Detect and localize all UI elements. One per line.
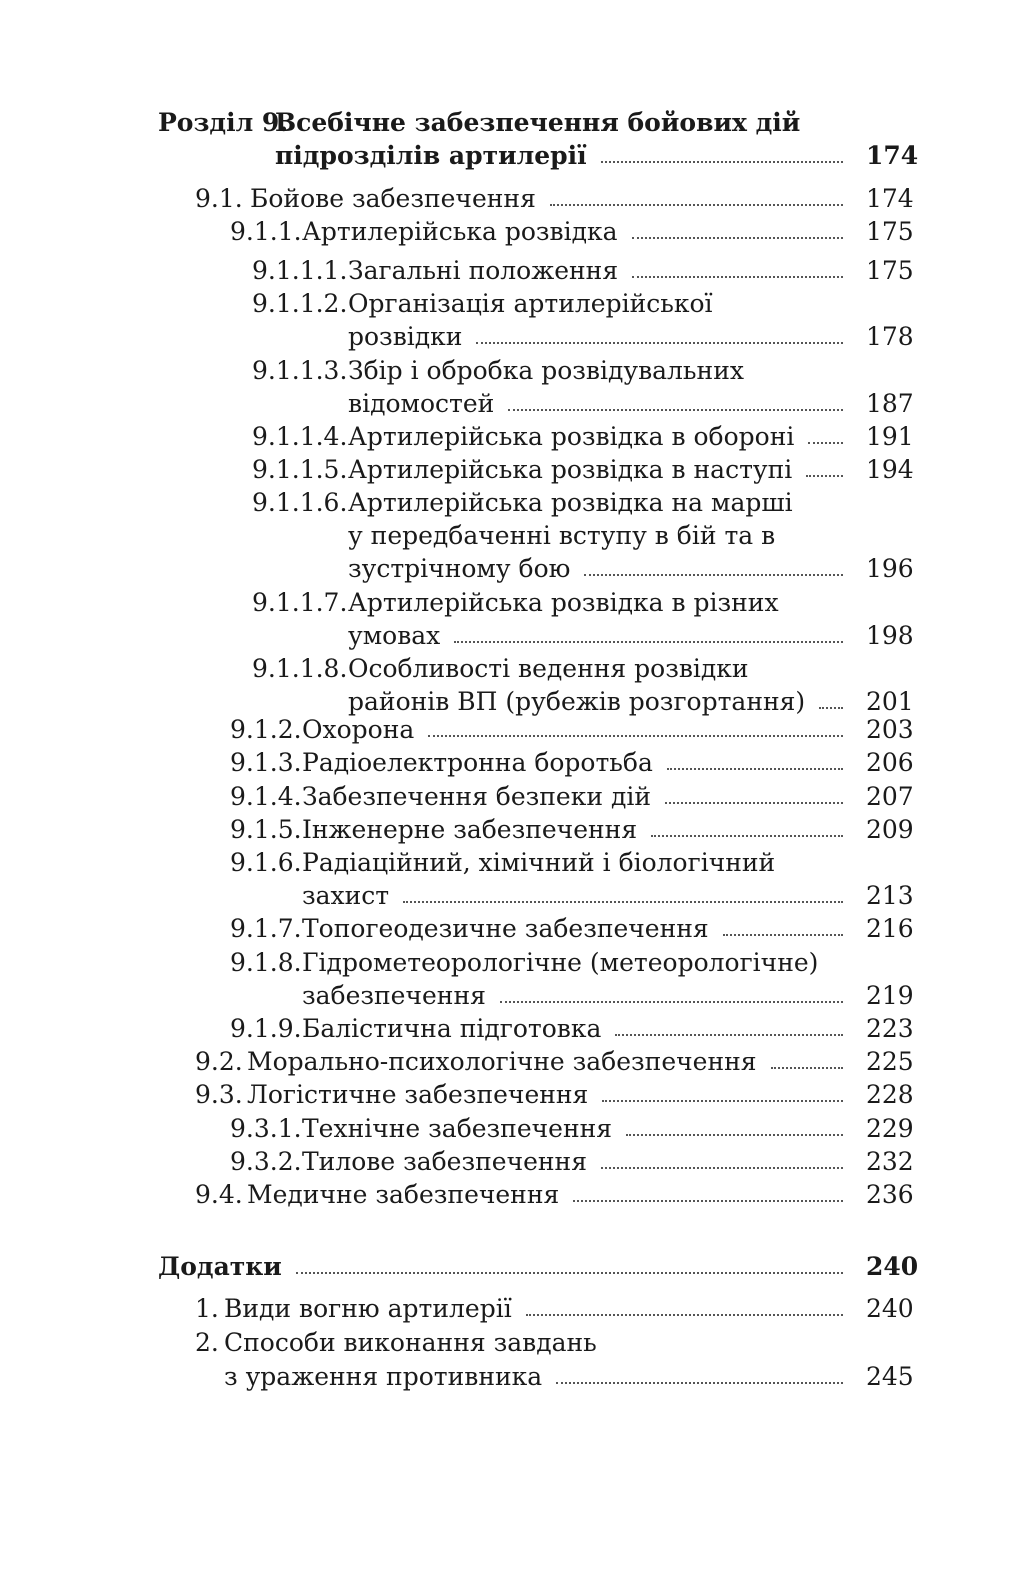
toc-page-number[interactable]: 174 <box>866 141 919 170</box>
toc-page-number[interactable]: 175 <box>866 256 914 285</box>
toc-entry-number: 9.1.5. <box>230 815 302 844</box>
toc-entry-title[interactable]: Артилерійська розвідка в наступі <box>348 455 793 484</box>
toc-entry-number: 9.1.6. <box>230 848 302 877</box>
toc-entry-line <box>0 254 1023 287</box>
toc-entry-number: 9.1.2. <box>230 715 302 744</box>
toc-entry-title[interactable]: Забезпечення безпеки дій <box>302 782 652 811</box>
toc-entry-number: 9.4. <box>195 1180 243 1209</box>
toc-entry-number: 9.1.1.3. <box>252 356 348 385</box>
toc-page-number[interactable]: 240 <box>866 1294 914 1323</box>
toc-entry-number: 9.1.9. <box>230 1014 302 1043</box>
dot-leader <box>508 409 843 411</box>
toc-entry-title[interactable]: Радіаційний, хімічний і біологічний <box>302 848 776 877</box>
dot-leader <box>632 237 843 239</box>
toc-entry-title[interactable]: Охорона <box>302 715 415 744</box>
toc-entry-line <box>0 813 1023 846</box>
dot-leader <box>500 1001 843 1003</box>
toc-page-number[interactable]: 229 <box>866 1114 914 1143</box>
toc-page-number[interactable]: 209 <box>866 815 914 844</box>
dot-leader <box>550 204 843 206</box>
dot-leader <box>771 1067 843 1069</box>
toc-entry-title[interactable]: Топогеодезичне забезпечення <box>302 914 709 943</box>
toc-entry-line <box>0 387 1023 420</box>
toc-entry-title[interactable]: умовах <box>348 621 441 650</box>
toc-page-number[interactable]: 187 <box>866 389 914 418</box>
toc-page-number[interactable]: 201 <box>866 687 914 716</box>
toc-entry-title[interactable]: відомостей <box>348 389 495 418</box>
dot-leader <box>601 161 843 163</box>
toc-entry-number: Розділ 9. <box>158 108 289 137</box>
toc-page-number[interactable]: 236 <box>866 1180 914 1209</box>
toc-entry-line <box>0 1078 1023 1111</box>
toc-entry-title[interactable]: Артилерійська розвідка на марші <box>348 488 793 517</box>
toc-page-number[interactable]: 198 <box>866 621 914 650</box>
toc-entry-title[interactable]: Артилерійська розвідка в різних <box>348 588 779 617</box>
toc-entry-title[interactable]: Балістична підготовка <box>302 1014 602 1043</box>
toc-entry-number: 9.1.7. <box>230 914 302 943</box>
toc-entry-line <box>0 215 1023 248</box>
toc-entry-title[interactable]: підрозділів артилерії <box>275 141 587 170</box>
dot-leader <box>723 934 843 936</box>
toc-entry-line <box>0 519 1023 552</box>
toc-entry-line <box>0 486 1023 519</box>
toc-page-number[interactable]: 228 <box>866 1080 914 1109</box>
toc-entry-number: 9.1.4. <box>230 782 302 811</box>
toc-entry-line <box>0 1112 1023 1145</box>
dot-leader <box>615 1034 843 1036</box>
toc-entry-title[interactable]: Артилерійська розвідка <box>302 217 618 246</box>
dot-leader <box>651 835 843 837</box>
toc-entry-title[interactable]: з ураження противника <box>224 1362 543 1391</box>
toc-entry-line <box>0 946 1023 979</box>
toc-entry-title[interactable]: Особливості ведення розвідки <box>348 654 749 683</box>
toc-entry-line <box>0 586 1023 619</box>
dot-leader <box>808 442 843 444</box>
dot-leader <box>296 1272 843 1274</box>
toc-entry-line <box>0 1145 1023 1178</box>
dot-leader <box>819 707 843 709</box>
toc-entry-line <box>0 320 1023 353</box>
dot-leader <box>573 1200 843 1202</box>
toc-page-number[interactable]: 240 <box>866 1252 919 1281</box>
toc-entry-number: 9.1.3. <box>230 748 302 777</box>
dot-leader <box>428 735 843 737</box>
toc-entry-number: 9.1.1.4. <box>252 422 348 451</box>
toc-entry-number: 9.1.1.2. <box>252 289 348 318</box>
toc-entry-line <box>0 1292 1023 1325</box>
toc-page-number[interactable]: 213 <box>866 881 914 910</box>
toc-entry-line <box>0 453 1023 486</box>
toc-entry-title[interactable]: Інженерне забезпечення <box>302 815 638 844</box>
toc-entry-title[interactable]: Радіоелектронна боротьба <box>302 748 653 777</box>
dot-leader <box>526 1314 843 1316</box>
dot-leader <box>626 1134 843 1136</box>
toc-entry-number: 1. <box>195 1294 219 1323</box>
toc-entry-number: 9.1.1.1. <box>252 256 348 285</box>
toc-entry-line <box>0 619 1023 652</box>
toc-entry-title[interactable]: Види вогню артилерії <box>224 1294 512 1323</box>
toc-page-number[interactable]: 225 <box>866 1047 914 1076</box>
dot-leader <box>584 574 843 576</box>
toc-page-number[interactable]: 178 <box>866 322 914 351</box>
dot-leader <box>601 1167 843 1169</box>
toc-entry-line <box>0 1326 1023 1359</box>
dot-leader <box>403 901 843 903</box>
toc-page-number[interactable]: 194 <box>866 455 914 484</box>
toc-entry-number: 9.1.1.8. <box>252 654 348 683</box>
toc-entry-title[interactable]: Організація артилерійської <box>348 289 713 318</box>
toc-entry-line <box>0 746 1023 779</box>
toc-entry-title[interactable]: у передбаченні вступу в бій та в <box>348 521 776 550</box>
toc-page-number[interactable]: 174 <box>866 184 914 213</box>
dot-leader <box>806 475 843 477</box>
toc-entry-title[interactable]: Морально-психологічне забезпечення <box>247 1047 757 1076</box>
toc-entry-title[interactable]: Способи виконання завдань <box>224 1328 597 1357</box>
toc-entry-title[interactable]: Артилерійська розвідка в обороні <box>348 422 795 451</box>
toc-entry-title[interactable]: захист <box>302 881 390 910</box>
toc-entry-title[interactable]: районів ВП (рубежів розгортання) <box>348 687 806 716</box>
toc-entry-line <box>0 652 1023 685</box>
toc-entry-title[interactable]: Загальні положення <box>348 256 619 285</box>
toc-entry-line <box>0 287 1023 320</box>
toc-entry-line <box>0 713 1023 746</box>
toc-entry-number: 9.1.1.7. <box>252 588 348 617</box>
toc-page-number[interactable]: 223 <box>866 1014 914 1043</box>
dot-leader <box>476 342 843 344</box>
toc-entry-title[interactable]: Всебічне забезпечення бойових дій <box>275 108 801 137</box>
toc-page-number[interactable]: 175 <box>866 217 914 246</box>
toc-entry-title[interactable]: Технічне забезпечення <box>302 1114 613 1143</box>
toc-page-number[interactable]: 232 <box>866 1147 914 1176</box>
toc-entry-line <box>0 879 1023 912</box>
toc-entry-title[interactable]: розвідки <box>348 322 463 351</box>
toc-entry-title[interactable]: забезпечення <box>302 981 486 1010</box>
toc-entry-title[interactable]: зустрічному бою <box>348 554 571 583</box>
toc-entry-line <box>0 420 1023 453</box>
toc-entry-number: 9.3. <box>195 1080 243 1109</box>
dot-leader <box>602 1100 843 1102</box>
toc-page-number[interactable]: 219 <box>866 981 914 1010</box>
toc-entry-title[interactable]: Логістичне забезпечення <box>247 1080 589 1109</box>
toc-entry-line <box>0 1012 1023 1045</box>
toc-page-number[interactable]: 207 <box>866 782 914 811</box>
toc-entry-title[interactable]: Бойове забезпечення <box>250 184 536 213</box>
dot-leader <box>667 768 843 770</box>
dot-leader <box>556 1382 843 1384</box>
dot-leader <box>665 802 843 804</box>
toc-entry-title[interactable]: Збір і обробка розвідувальних <box>348 356 744 385</box>
toc-page-number[interactable]: 203 <box>866 715 914 744</box>
toc-entry-line <box>0 1178 1023 1211</box>
toc-page-number[interactable]: 196 <box>866 554 914 583</box>
toc-entry-line <box>0 979 1023 1012</box>
dot-leader <box>454 641 843 643</box>
toc-entry-number: 9.1.1.5. <box>252 455 348 484</box>
toc-entry-line <box>0 780 1023 813</box>
toc-entry-number: 9.3.2. <box>230 1147 302 1176</box>
toc-entry-line <box>0 1250 1023 1283</box>
toc-entry-line <box>0 552 1023 585</box>
toc-entry-number: 9.3.1. <box>230 1114 302 1143</box>
toc-entry-title[interactable]: Додатки <box>158 1252 282 1281</box>
toc-entry-number: 9.1.1.6. <box>252 488 348 517</box>
toc-page-number[interactable]: 191 <box>866 422 914 451</box>
toc-entry-title[interactable]: Гідрометеорологічне (метеорологічне) <box>302 948 819 977</box>
toc-entry-title[interactable]: Тилове забезпечення <box>302 1147 587 1176</box>
toc-entry-number: 2. <box>195 1328 219 1357</box>
toc-entry-number: 9.1. <box>195 184 243 213</box>
toc-entry-number: 9.1.1. <box>230 217 302 246</box>
dot-leader <box>632 276 843 278</box>
toc-entry-line <box>0 139 1023 172</box>
toc-entry-title[interactable]: Медичне забезпечення <box>247 1180 560 1209</box>
toc-entry-line <box>0 1045 1023 1078</box>
toc-entry-line <box>0 106 1023 139</box>
toc-page-number[interactable]: 245 <box>866 1362 914 1391</box>
toc-entry-line <box>0 912 1023 945</box>
toc-entry-line <box>0 354 1023 387</box>
toc-page-number[interactable]: 206 <box>866 748 914 777</box>
toc-entry-line <box>0 182 1023 215</box>
toc-entry-line <box>0 1360 1023 1393</box>
toc-entry-number: 9.2. <box>195 1047 243 1076</box>
toc-entry-line <box>0 846 1023 879</box>
toc-page-number[interactable]: 216 <box>866 914 914 943</box>
toc-entry-number: 9.1.8. <box>230 948 302 977</box>
